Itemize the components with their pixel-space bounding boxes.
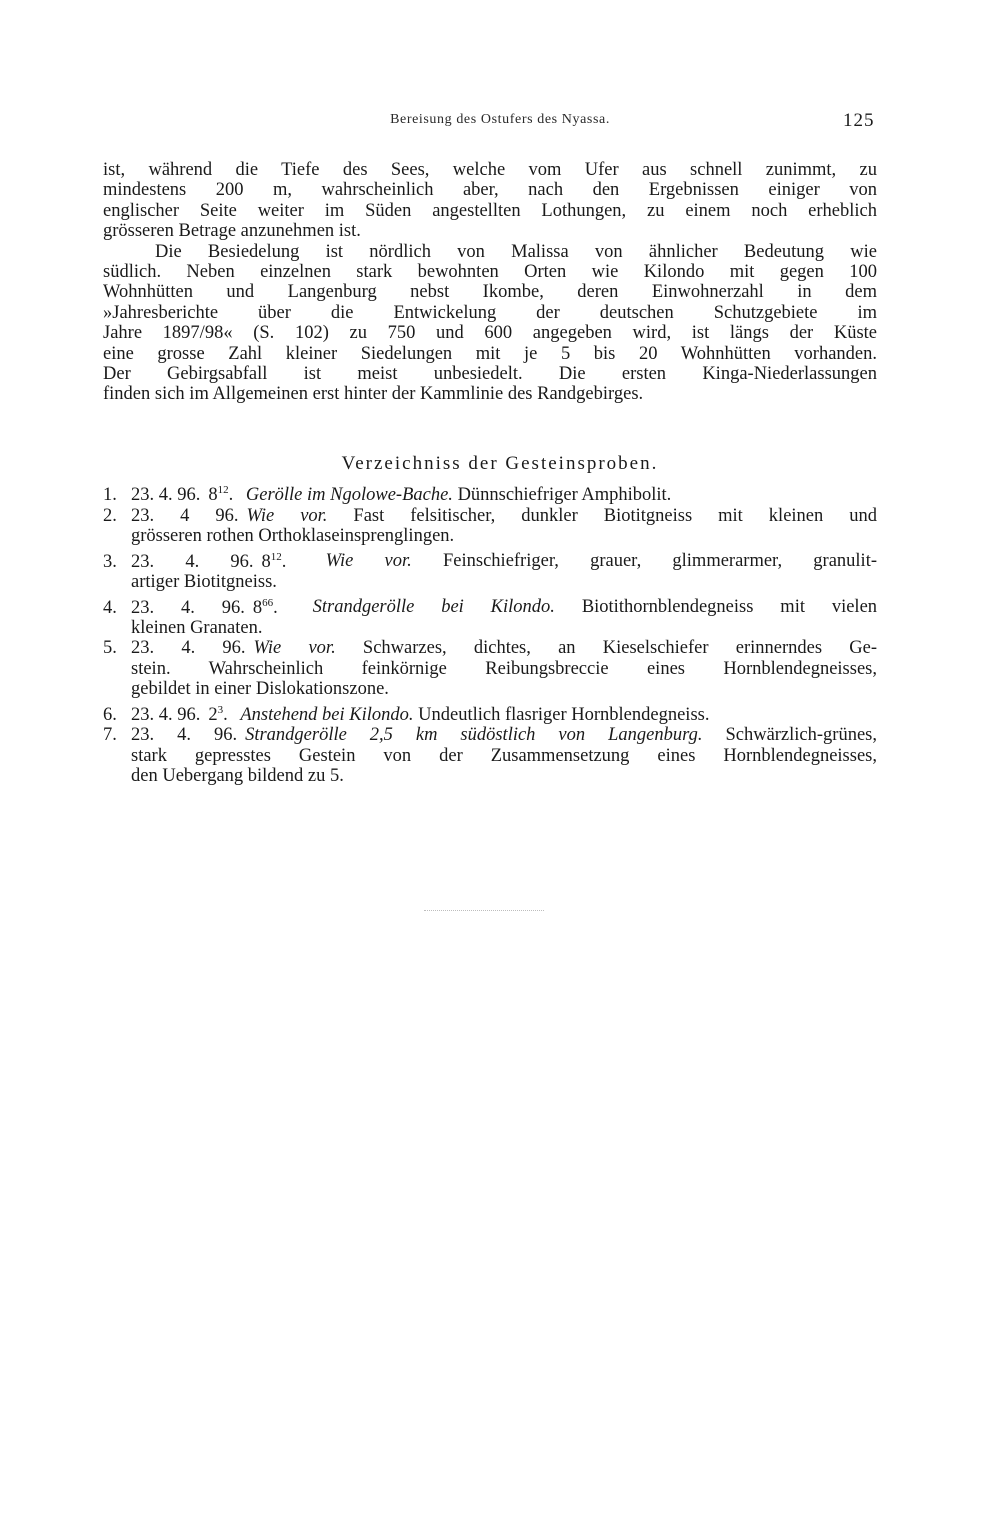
sample-description: Dünnschiefriger Amphibolit.: [457, 485, 672, 506]
sample-description: Fast felsitischer, dunkler Biotitgneiss mit kleinen und: [353, 505, 877, 526]
text-line: Der Gebirgsabfall ist meist unbesiedelt. Die ersten Kinga-Niederlassungen: [103, 364, 877, 385]
sample-location: Gerölle im Ngolowe-Bache.: [245, 485, 453, 506]
sample-number: 1.: [103, 485, 117, 506]
sample-number: 2.: [103, 505, 117, 526]
sample-first-line: [103, 638, 877, 658]
paragraph-settlement: [103, 242, 877, 405]
text-line: mindestens 200 m, wahrscheinlich aber, nach den Ergebnissen einiger von: [103, 180, 877, 201]
sample-description: Undeutlich flasriger Hornblendegneiss.: [418, 704, 710, 725]
running-header: [0, 112, 1000, 140]
sample-number: 4.: [103, 597, 117, 618]
sample-first-line: [103, 725, 877, 745]
text-line: englischer Seite weiter im Süden angestellten Lothungen, zu einem noch erheblich: [103, 200, 877, 221]
sample-number: 7.: [103, 725, 117, 746]
sample-description: Schwärzlich-grünes,: [725, 725, 877, 746]
sample-description: gebildet in einer Dislokationszone.: [131, 679, 389, 700]
sample-first-line: [103, 700, 877, 726]
sample-date: 23. 4 96.: [131, 505, 239, 526]
sample-description: Schwarzes, dichtes, an Kieselschiefer erinnerndes Ge-: [362, 638, 877, 659]
sample-location: Wie vor.: [246, 505, 328, 526]
sample-description: artiger Biotitgneiss.: [131, 571, 277, 592]
text-line: finden sich im Allgemeinen erst hinter der Kammlinie des Randgebirges.: [103, 384, 644, 405]
sample-date: 23. 4. 96.: [131, 704, 201, 725]
sample-location: Anstehend bei Kilondo.: [240, 704, 414, 725]
paragraph-depth: [103, 160, 877, 242]
sample-number: 5.: [103, 638, 117, 659]
text-line: Jahre 1897/98« (S. 102) zu 750 und 600 angegeben wird, ist längs der Küste: [103, 323, 877, 344]
sample-date: 23. 4. 96.: [131, 725, 238, 746]
sample-entry: [103, 700, 877, 726]
text-line: »Jahresberichte über die Entwickelung der deutschen Schutzgebiete im: [103, 302, 877, 323]
sample-first-line: [103, 480, 877, 506]
text-line: Die Besiedelung ist nördlich von Malissa von ähnlicher Bedeutung wie: [155, 241, 877, 262]
sample-list: [103, 480, 877, 786]
sample-description: Biotithornblendegneiss mit vielen: [581, 597, 878, 618]
sample-code: $8^{66}$.: [252, 596, 278, 618]
sample-description: stein. Wahrscheinlich feinkörnige Reibungsbreccie eines Hornblendegneisses,: [131, 658, 877, 679]
sample-date: 23. 4. 96.: [131, 638, 246, 659]
sample-code: $8^{12}$.: [261, 550, 287, 572]
sample-number: 6.: [103, 704, 117, 725]
text-line: Wohnhütten und Langenburg nebst Ikombe, deren Einwohnerzahl in dem: [103, 282, 877, 303]
page-number: 125: [843, 110, 875, 131]
sample-location: Wie vor.: [253, 638, 336, 659]
sample-date: 23. 4. 96.: [131, 485, 201, 506]
body-text: [103, 160, 877, 405]
text-line: eine grosse Zahl kleiner Siedelungen mit je 5 bis 20 Wohnhütten vorhanden.: [103, 343, 877, 364]
sample-entry: [103, 592, 877, 638]
text-line: grösseren Betrage anzunehmen ist.: [103, 221, 361, 242]
section-heading: Verzeichniss der Gesteinsproben.: [341, 453, 659, 474]
sample-description: den Uebergang bildend zu 5.: [131, 765, 344, 786]
text-line: ist, während die Tiefe des Sees, welche vom Ufer aus schnell zunimmt, zu: [103, 160, 877, 180]
sample-first-line: [103, 592, 877, 618]
sample-description: Feinschiefriger, grauer, glimmerarmer, granulit-: [443, 551, 878, 572]
sample-description: stark gepresstes Gestein von der Zusammensetzung eines Hornblendegneisses,: [131, 745, 877, 766]
sample-number: 3.: [103, 551, 117, 572]
text-line: südlich. Neben einzelnen stark bewohnten Orten wie Kilondo mit gegen 100: [103, 262, 877, 283]
sample-entry: [103, 506, 877, 547]
sample-description: kleinen Granaten.: [131, 617, 263, 638]
sample-first-line: [103, 546, 877, 572]
sample-location: Wie vor.: [325, 551, 412, 572]
sample-date: 23. 4. 96.: [131, 597, 245, 618]
sample-entry: [103, 725, 877, 786]
sample-first-line: [103, 506, 877, 526]
end-rule: [424, 910, 544, 911]
sample-code: $8^{12}$.: [208, 484, 234, 506]
sample-date: 23. 4. 96.: [131, 551, 254, 572]
sample-entry: [103, 546, 877, 592]
sample-location: Strandgerölle bei Kilondo.: [312, 597, 555, 618]
sample-code: $2^3$.: [208, 703, 228, 725]
sample-entry: [103, 480, 877, 506]
sample-entry: [103, 638, 877, 699]
sample-location: Strandgerölle 2,5 km südöstlich von Langenburg.: [245, 725, 703, 746]
running-title: Bereisung des Ostufers des Nyassa.: [390, 112, 610, 127]
sample-description: grösseren rothen Orthoklaseinsprenglingen.: [131, 525, 455, 546]
